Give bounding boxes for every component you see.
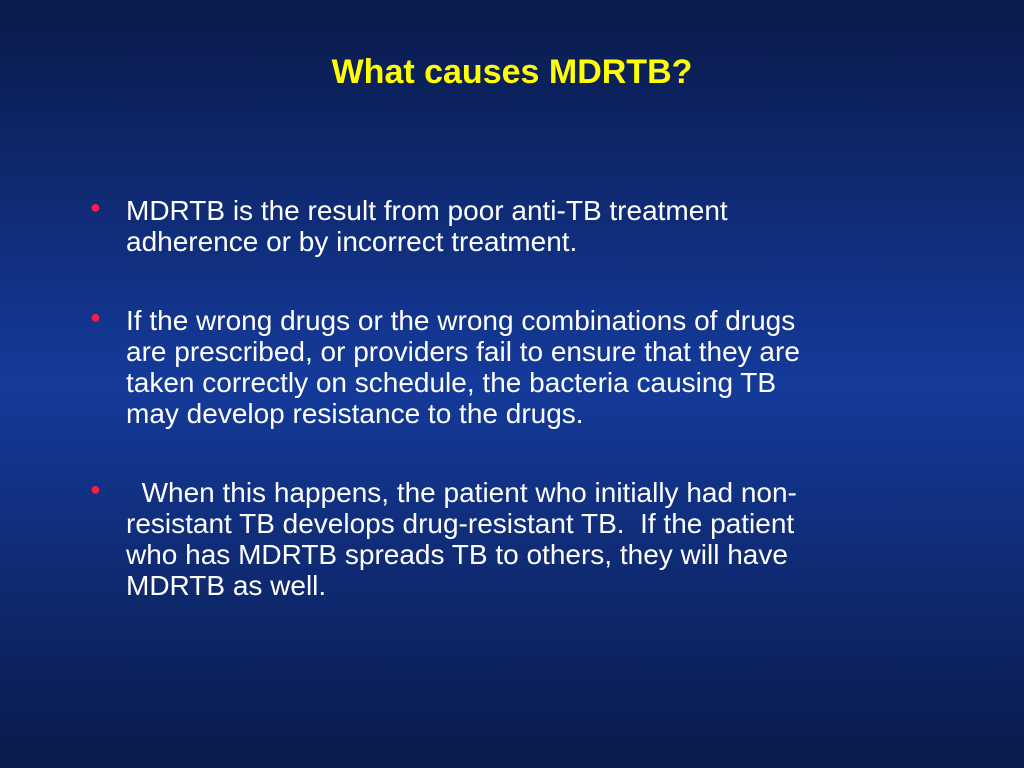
bullet-dot-icon: ●	[90, 197, 101, 217]
bullet-item	[88, 195, 928, 257]
slide-title: What causes MDRTB?	[331, 53, 693, 91]
bullet-dot-icon: ●	[90, 307, 101, 327]
bullet-item	[88, 305, 928, 429]
bullet-item	[88, 477, 928, 601]
bullet-text: When this happens, the patient who initially had non- resistant TB develops drug-resistant TB. If the patient who has MDRTB spreads TB to others, they will have MDRTB as well.	[126, 477, 797, 601]
bullet-dot-icon: ●	[90, 479, 101, 499]
bullet-list	[88, 195, 928, 601]
bullet-text: MDRTB is the result from poor anti-TB treatment adherence or by incorrect treatment.	[126, 195, 728, 257]
bullet-text: If the wrong drugs or the wrong combinations of drugs are prescribed, or providers fail to ensure that they are taken correctly on schedule, the bacteria causing TB may develop resistance to the drugs.	[126, 305, 800, 429]
